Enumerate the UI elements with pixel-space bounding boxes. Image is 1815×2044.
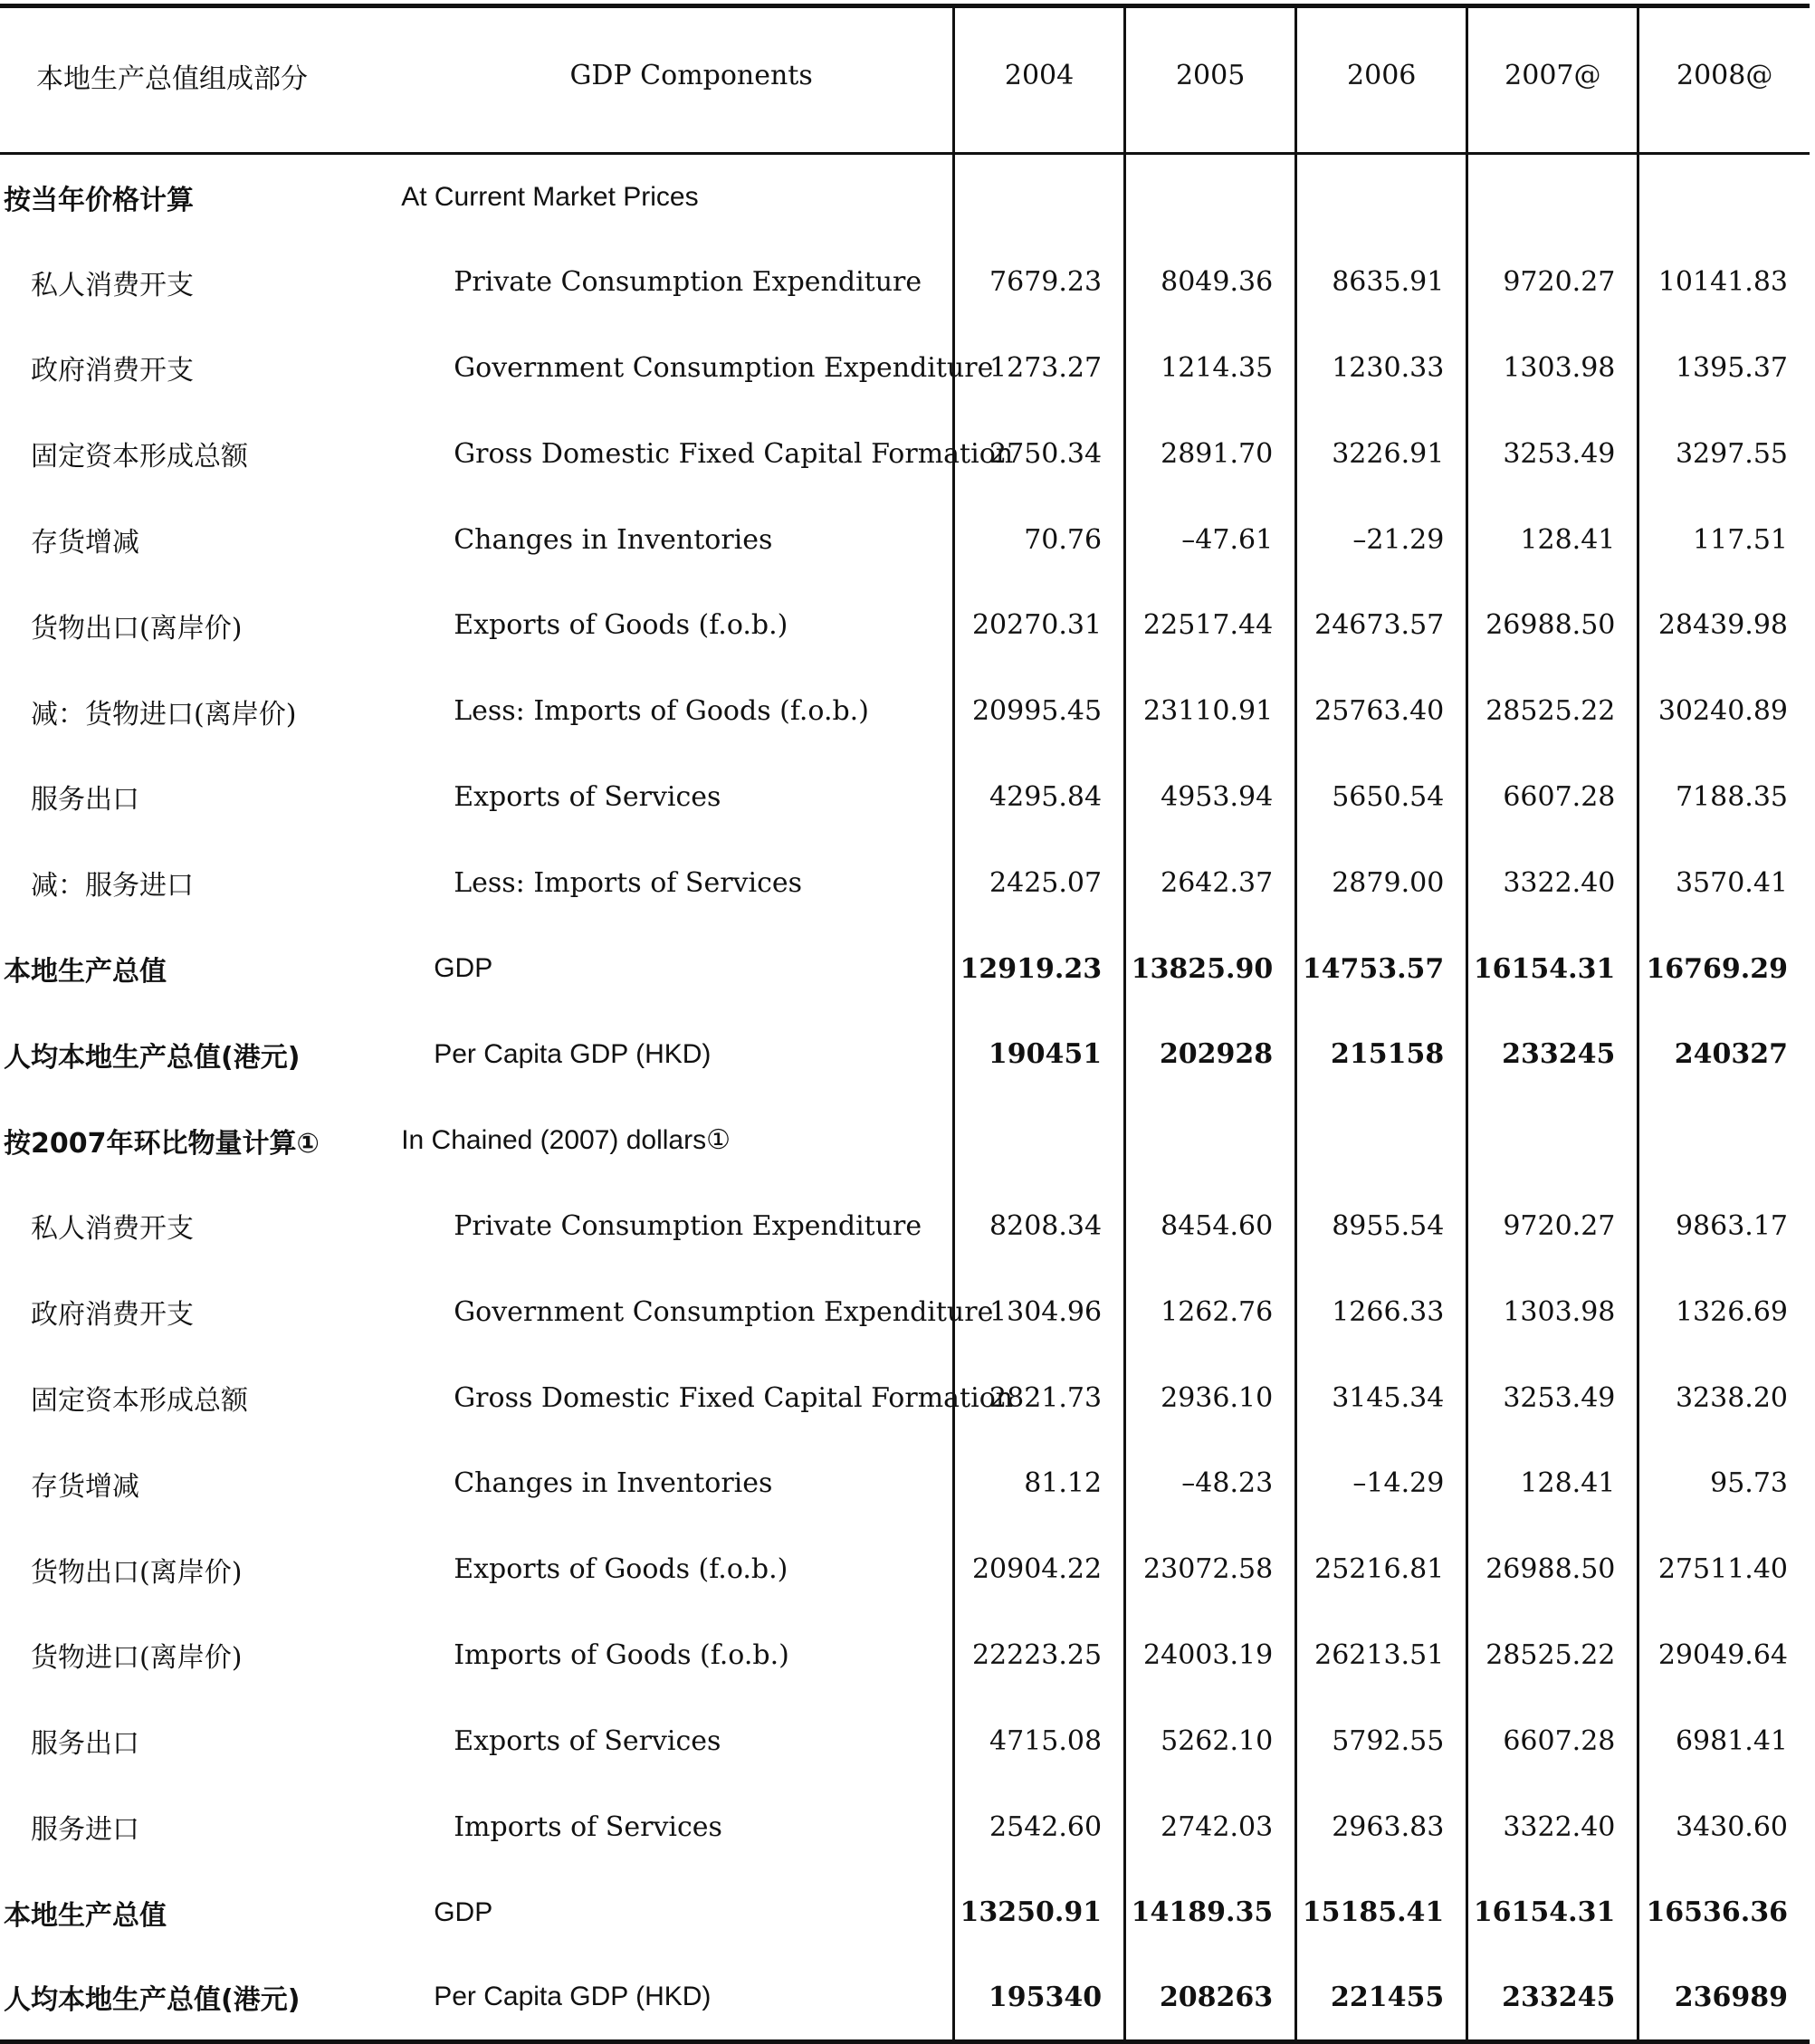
table-row	[0, 668, 1810, 754]
value-cell: 3226.91	[1296, 411, 1467, 497]
value-cell: 25216.81	[1296, 1526, 1467, 1612]
value-cell: 215158	[1296, 1011, 1467, 1097]
value-cell: 2963.83	[1296, 1784, 1467, 1870]
row-label-zh: 服务出口	[31, 784, 139, 817]
row-label-zh: 货物出口(离岸价)	[31, 1556, 243, 1589]
row-label-en: Per Capita GDP (HKD)	[434, 1038, 712, 1069]
value-cell: 13825.90	[1125, 926, 1296, 1012]
value-cell: 12919.23	[954, 926, 1125, 1012]
value-cell: 3570.41	[1638, 840, 1810, 926]
table-row	[0, 1269, 1810, 1355]
table-row	[0, 497, 1810, 583]
value-cell: 1262.76	[1125, 1269, 1296, 1355]
row-label-zh: 服务出口	[31, 1728, 139, 1761]
row-label-zh: 私人消费开支	[31, 1213, 194, 1246]
value-cell: 14753.57	[1296, 926, 1467, 1012]
value-cell: 16154.31	[1467, 926, 1638, 1012]
value-cell: 70.76	[954, 497, 1125, 583]
header-zh: 本地生产总值组成部分	[0, 6, 394, 154]
value-cell: 4715.08	[954, 1698, 1125, 1784]
value-cell: 2742.03	[1125, 1784, 1296, 1870]
table-row	[0, 325, 1810, 411]
value-cell: 3253.49	[1467, 1355, 1638, 1441]
table-body	[0, 154, 1810, 2042]
value-cell: 4953.94	[1125, 754, 1296, 840]
value-cell: 28525.22	[1467, 668, 1638, 754]
table-row	[0, 411, 1810, 497]
value-cell: 2936.10	[1125, 1355, 1296, 1441]
value-cell: 7188.35	[1638, 754, 1810, 840]
value-cell	[1638, 1097, 1810, 1183]
row-label-zh: 存货增减	[31, 527, 139, 559]
value-cell: 25763.40	[1296, 668, 1467, 754]
row-label-zh: 减：服务进口	[31, 870, 194, 903]
row-label-zh: 按2007年环比物量计算①	[4, 1127, 320, 1160]
value-cell: 6607.28	[1467, 754, 1638, 840]
value-cell: 9720.27	[1467, 239, 1638, 325]
value-cell: 29049.64	[1638, 1612, 1810, 1698]
value-cell: 16769.29	[1638, 926, 1810, 1012]
value-cell: 3322.40	[1467, 1784, 1638, 1870]
section-row	[0, 1097, 1810, 1183]
table-row	[0, 1784, 1810, 1870]
table-row	[0, 1355, 1810, 1441]
value-cell: 28439.98	[1638, 582, 1810, 668]
value-cell: 8049.36	[1125, 239, 1296, 325]
value-cell: 208263	[1125, 1955, 1296, 2041]
value-cell: 3253.49	[1467, 411, 1638, 497]
value-cell: 1326.69	[1638, 1269, 1810, 1355]
value-cell: 1266.33	[1296, 1269, 1467, 1355]
row-label-en: Imports of Services	[454, 1810, 722, 1843]
value-cell: 30240.89	[1638, 668, 1810, 754]
row-label-zh: 服务进口	[31, 1814, 139, 1847]
value-cell: 16536.36	[1638, 1869, 1810, 1955]
value-cell: 3430.60	[1638, 1784, 1810, 1870]
value-cell: –47.61	[1125, 497, 1296, 583]
header-year: 2008@	[1638, 6, 1810, 154]
table-row	[0, 840, 1810, 926]
row-label-en: Per Capita GDP (HKD)	[394, 1955, 953, 2041]
total-row	[0, 1869, 1810, 1955]
row-label-zh: 政府消费开支	[31, 355, 194, 387]
row-label-zh: 政府消费开支	[31, 1299, 194, 1332]
row-label-en: Changes in Inventories	[454, 523, 773, 556]
value-cell: 2425.07	[954, 840, 1125, 926]
value-cell: 2642.37	[1125, 840, 1296, 926]
value-cell: 23072.58	[1125, 1526, 1296, 1612]
value-cell: 9863.17	[1638, 1183, 1810, 1269]
row-label-en: In Chained (2007) dollars①	[401, 1125, 731, 1156]
value-cell: 7679.23	[954, 239, 1125, 325]
value-cell: 5650.54	[1296, 754, 1467, 840]
row-label-zh: 货物出口(离岸价)	[31, 612, 243, 645]
value-cell: 6981.41	[1638, 1698, 1810, 1784]
header-year: 2005	[1125, 6, 1296, 154]
row-label-en: Less: Imports of Goods (f.o.b.)	[454, 695, 869, 728]
row-label-en: Exports of Services	[454, 1724, 721, 1757]
row-label-en: Private Consumption Expenditure	[454, 266, 922, 299]
table-row	[0, 1440, 1810, 1526]
table-row	[0, 1698, 1810, 1784]
value-cell: 9720.27	[1467, 1183, 1638, 1269]
value-cell: 2542.60	[954, 1784, 1125, 1870]
value-cell: 8454.60	[1125, 1183, 1296, 1269]
value-cell	[954, 154, 1125, 240]
value-cell: 1304.96	[954, 1269, 1125, 1355]
value-cell: 4295.84	[954, 754, 1125, 840]
total-row	[0, 1955, 1810, 2041]
total-row	[0, 1011, 1810, 1097]
value-cell: 24673.57	[1296, 582, 1467, 668]
total-row	[0, 926, 1810, 1012]
value-cell: 1303.98	[1467, 325, 1638, 411]
row-label-en: Imports of Goods (f.o.b.)	[454, 1638, 789, 1671]
row-label-zh: 固定资本形成总额	[31, 1385, 248, 1418]
value-cell: 195340	[954, 1955, 1125, 2041]
value-cell: 10141.83	[1638, 239, 1810, 325]
value-cell: 2750.34	[954, 411, 1125, 497]
value-cell: 28525.22	[1467, 1612, 1638, 1698]
value-cell: 1395.37	[1638, 325, 1810, 411]
value-cell	[954, 1097, 1125, 1183]
table-row	[0, 1183, 1810, 1269]
value-cell: 2879.00	[1296, 840, 1467, 926]
value-cell: 27511.40	[1638, 1526, 1810, 1612]
value-cell: 233245	[1467, 1011, 1638, 1097]
table-row	[0, 754, 1810, 840]
value-cell: 6607.28	[1467, 1698, 1638, 1784]
row-label-zh: 固定资本形成总额	[31, 441, 248, 473]
row-label-zh: 人均本地生产总值(港元)	[4, 1041, 301, 1074]
value-cell: 24003.19	[1125, 1612, 1296, 1698]
value-cell: 23110.91	[1125, 668, 1296, 754]
value-cell: 1273.27	[954, 325, 1125, 411]
value-cell: 128.41	[1467, 1440, 1638, 1526]
row-label-en: Exports of Goods (f.o.b.)	[454, 609, 788, 642]
value-cell: 13250.91	[954, 1869, 1125, 1955]
value-cell: 236989	[1638, 1955, 1810, 2041]
table-row	[0, 582, 1810, 668]
value-cell: 3297.55	[1638, 411, 1810, 497]
value-cell: 26988.50	[1467, 1526, 1638, 1612]
value-cell: 1230.33	[1296, 325, 1467, 411]
section-row	[0, 154, 1810, 240]
value-cell: 5792.55	[1296, 1698, 1467, 1784]
value-cell: 14189.35	[1125, 1869, 1296, 1955]
table-row	[0, 239, 1810, 325]
value-cell: 3322.40	[1467, 840, 1638, 926]
value-cell: 20270.31	[954, 582, 1125, 668]
value-cell: 8635.91	[1296, 239, 1467, 325]
row-label-en: At Current Market Prices	[401, 181, 699, 212]
value-cell	[1296, 154, 1467, 240]
value-cell: 233245	[1467, 1955, 1638, 2041]
row-label-en: GDP	[434, 953, 493, 984]
row-label-en: Gross Domestic Fixed Capital Formation	[454, 1381, 1014, 1414]
value-cell: 1214.35	[1125, 325, 1296, 411]
value-cell: 202928	[1125, 1011, 1296, 1097]
value-cell: –48.23	[1125, 1440, 1296, 1526]
value-cell: 3145.34	[1296, 1355, 1467, 1441]
row-label-en: GDP	[434, 1896, 493, 1927]
value-cell	[1638, 154, 1810, 240]
value-cell	[1125, 1097, 1296, 1183]
value-cell: 190451	[954, 1011, 1125, 1097]
row-label-en: Government Consumption Expenditure	[454, 1295, 994, 1328]
row-label-en: Changes in Inventories	[454, 1467, 773, 1500]
value-cell: 22223.25	[954, 1612, 1125, 1698]
value-cell: 128.41	[1467, 497, 1638, 583]
value-cell: 15185.41	[1296, 1869, 1467, 1955]
row-label-en: Private Consumption Expenditure	[454, 1209, 922, 1242]
row-label-en: Less: Imports of Services	[454, 866, 803, 899]
value-cell: –14.29	[1296, 1440, 1467, 1526]
row-label-zh: 私人消费开支	[31, 269, 194, 301]
value-cell	[1467, 1097, 1638, 1183]
value-cell: 2821.73	[954, 1355, 1125, 1441]
row-label-zh: 按当年价格计算	[4, 184, 194, 216]
row-label-en: Government Consumption Expenditure	[454, 351, 994, 384]
value-cell: 20995.45	[954, 668, 1125, 754]
table-row	[0, 1526, 1810, 1612]
value-cell: 240327	[1638, 1011, 1810, 1097]
value-cell: 8208.34	[954, 1183, 1125, 1269]
value-cell: 16154.31	[1467, 1869, 1638, 1955]
value-cell: 81.12	[954, 1440, 1125, 1526]
row-label-zh: 本地生产总值	[4, 956, 167, 989]
row-label-en: Exports of Goods (f.o.b.)	[454, 1553, 788, 1586]
value-cell: –21.29	[1296, 497, 1467, 583]
header-year: 2004	[954, 6, 1125, 154]
header-en: GDP Components	[394, 6, 953, 154]
row-label-en: Gross Domestic Fixed Capital Formation	[454, 437, 1014, 470]
value-cell: 95.73	[1638, 1440, 1810, 1526]
value-cell: 3238.20	[1638, 1355, 1810, 1441]
value-cell: 26988.50	[1467, 582, 1638, 668]
header-year: 2007@	[1467, 6, 1638, 154]
row-label-zh: 人均本地生产总值(港元)	[0, 1955, 394, 2041]
row-label-zh: 本地生产总值	[4, 1899, 167, 1932]
value-cell: 5262.10	[1125, 1698, 1296, 1784]
row-label-en: Exports of Services	[454, 780, 721, 813]
row-label-zh: 货物进口(离岸价)	[31, 1642, 243, 1675]
row-label-zh: 存货增减	[31, 1470, 139, 1503]
value-cell	[1125, 154, 1296, 240]
table-row	[0, 1612, 1810, 1698]
value-cell: 8955.54	[1296, 1183, 1467, 1269]
value-cell	[1467, 154, 1638, 240]
value-cell: 2891.70	[1125, 411, 1296, 497]
row-label-zh: 减：货物进口(离岸价)	[31, 698, 297, 731]
value-cell: 26213.51	[1296, 1612, 1467, 1698]
value-cell	[1296, 1097, 1467, 1183]
value-cell: 22517.44	[1125, 582, 1296, 668]
value-cell: 117.51	[1638, 497, 1810, 583]
value-cell: 221455	[1296, 1955, 1467, 2041]
value-cell: 1303.98	[1467, 1269, 1638, 1355]
header-row	[0, 6, 1810, 154]
value-cell: 20904.22	[954, 1526, 1125, 1612]
table-header	[0, 6, 1810, 154]
header-year: 2006	[1296, 6, 1467, 154]
gdp-components-table	[0, 4, 1810, 2044]
